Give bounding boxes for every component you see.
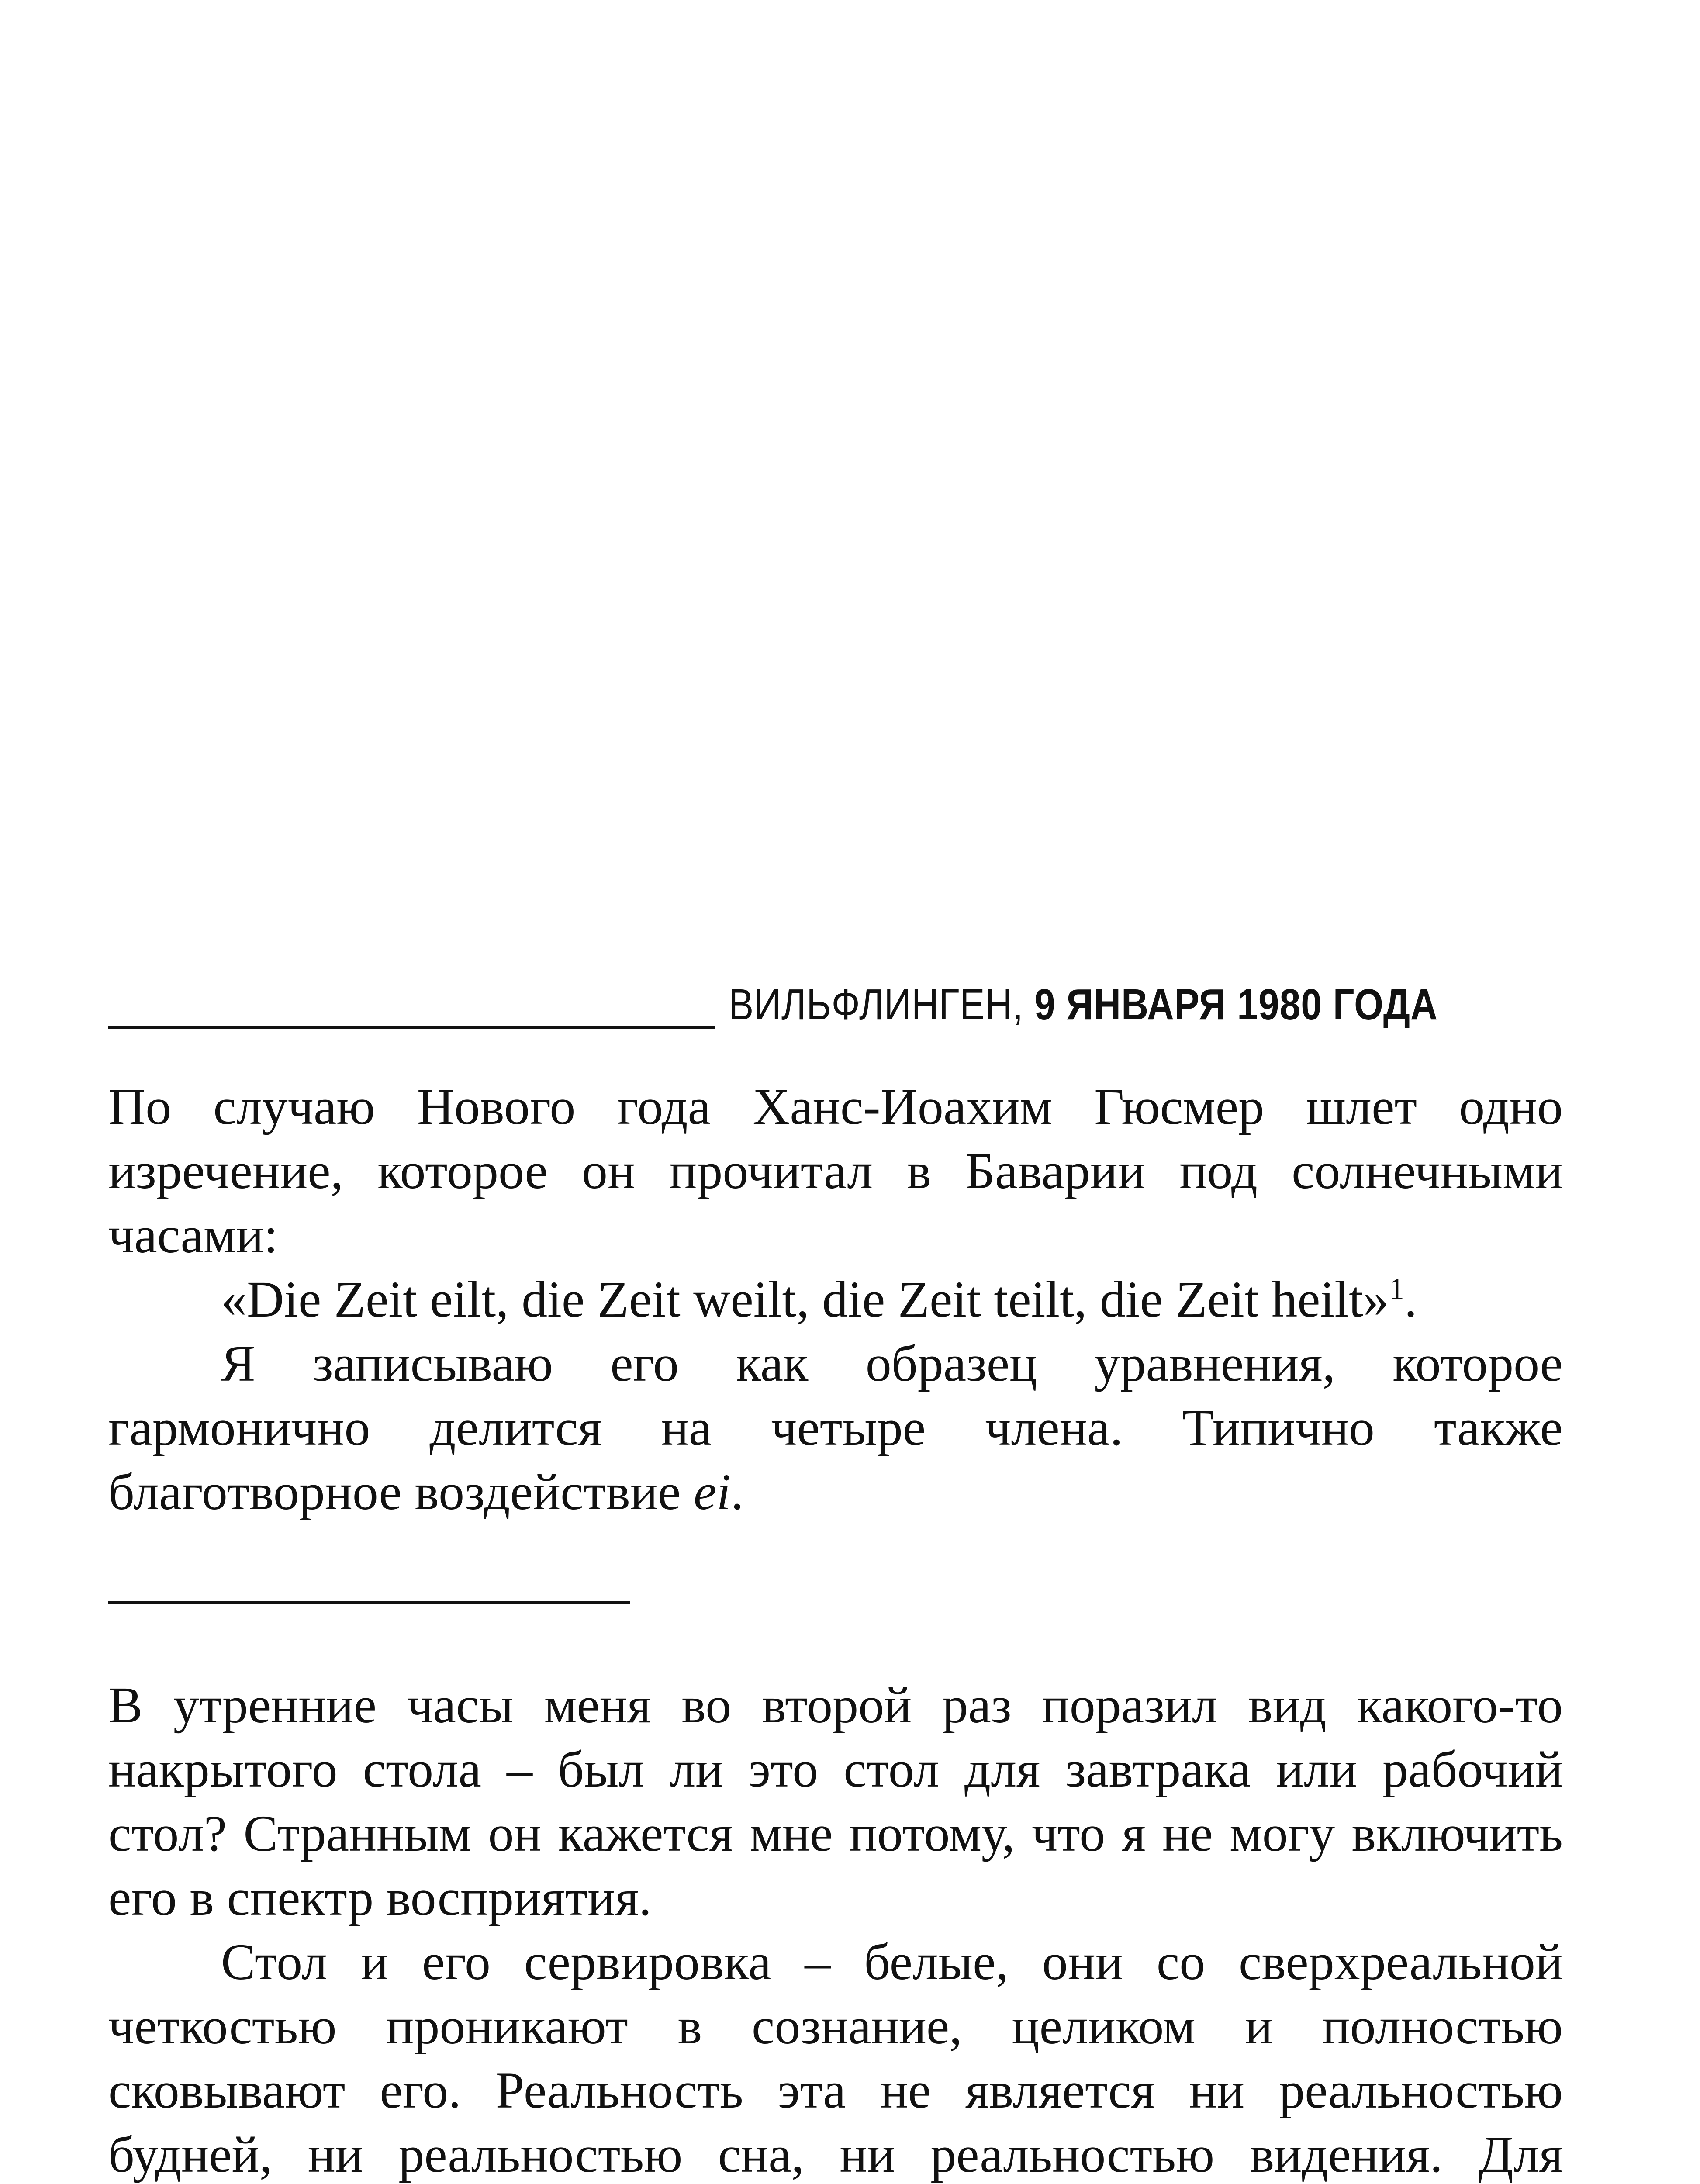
quote-end: . <box>1404 1271 1417 1328</box>
heading-date: 9 ЯНВАРЯ 1980 ГОДА <box>1034 980 1438 1029</box>
paragraph-end: . <box>731 1463 744 1521</box>
quote-text: «Die Zeit eilt, die Zeit weilt, die Zeit teilt, die Zeit heilt» <box>221 1271 1389 1328</box>
entry-2-text <box>108 1673 1563 2184</box>
heading-place: ВИЛЬФЛИНГЕН, <box>729 980 1034 1029</box>
entry-header <box>108 961 1532 1035</box>
entry-heading <box>729 978 1438 1031</box>
paragraph: Стол и его сервировка – белые, они со сверхреальной четкостью проникают в сознание, целиком и полностью сковывают его. Реальность эта не является ни реальностью будней, ни реальностью сна, ни реальностью видения. Для <box>108 1933 1563 2183</box>
entry-1-text <box>108 1075 1563 1524</box>
header-rule <box>108 1026 715 1029</box>
paragraph-text: Я записываю его как образец уравнения, которое гармонично делится на четыре члена. Типично также благотворное воздействие <box>108 1335 1563 1521</box>
footnote-mark: 1 <box>1389 1272 1404 1306</box>
paragraph <box>108 1331 1563 1524</box>
section-separator <box>108 1601 630 1604</box>
paragraph: В утренние часы меня во второй раз поразил вид какого-то накрытого стола – был ли это стол для завтрака или рабочий стол? Странным он кажется мне потому, что я не могу включить его в спектр восприятия. <box>108 1676 1563 1926</box>
italic-word: ei <box>693 1463 731 1521</box>
quote-paragraph <box>108 1267 1563 1331</box>
paragraph: По случаю Нового года Ханс-Иоахим Гюсмер шлет одно изречение, которое он прочитал в Баварии под солнечными часами: <box>108 1078 1563 1264</box>
